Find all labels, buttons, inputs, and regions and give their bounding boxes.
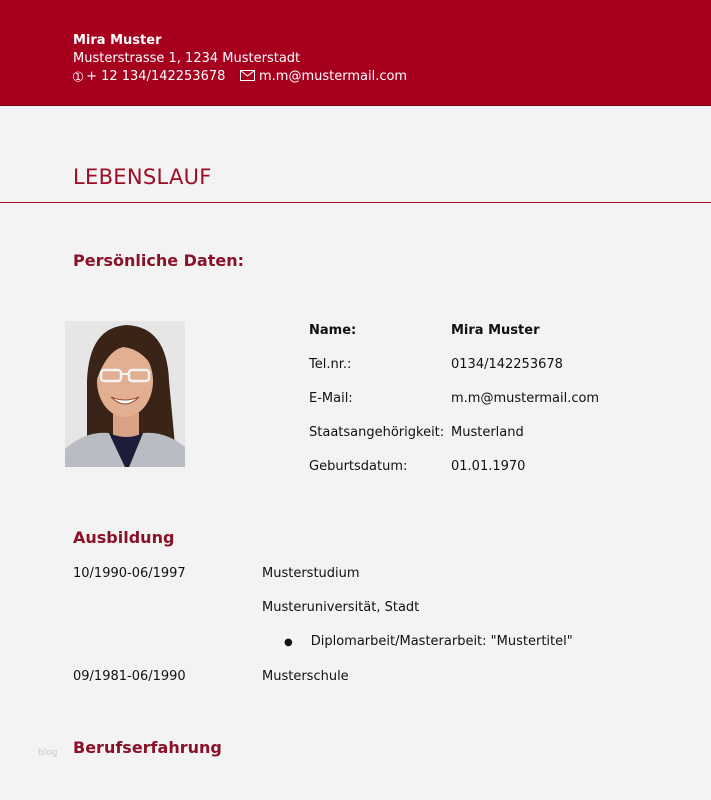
education-date: 09/1981-06/1990	[73, 669, 186, 684]
section-education-heading: Ausbildung	[73, 528, 175, 547]
personal-value: 0134/142253678	[451, 357, 563, 372]
personal-value: Musterland	[451, 425, 524, 440]
education-bullet-item	[284, 634, 573, 652]
personal-value: 01.01.1970	[451, 459, 526, 474]
header-email-text: m.m@mustermail.com	[259, 69, 408, 84]
header-phone-text: + 12 134/142253678	[86, 69, 226, 84]
header-phone	[73, 69, 225, 84]
education-text: Musterschule	[262, 669, 349, 684]
header-banner	[0, 0, 711, 106]
personal-label: Tel.nr.:	[309, 357, 352, 372]
education-text: Musterstudium	[262, 566, 360, 581]
personal-label: Name:	[309, 323, 357, 338]
personal-label: Staatsangehörigkeit:	[309, 425, 445, 440]
header-email	[240, 69, 407, 84]
section-experience-heading: Berufserfahrung	[73, 738, 222, 757]
education-text: Musteruniversität, Stadt	[262, 600, 420, 615]
header-name: Mira Muster	[73, 33, 162, 48]
watermark: blog	[38, 748, 58, 758]
section-personal-heading: Persönliche Daten:	[73, 251, 245, 270]
education-bullet-text: Diplomarbeit/Masterarbeit: "Mustertitel"	[310, 634, 573, 649]
envelope-icon	[240, 70, 255, 83]
title-divider	[0, 202, 711, 203]
page-title: LEBENSLAUF	[73, 165, 212, 189]
header-address: Musterstrasse 1, 1234 Musterstadt	[73, 51, 301, 66]
personal-value: m.m@mustermail.com	[451, 391, 600, 406]
personal-label: Geburtsdatum:	[309, 459, 408, 474]
education-date: 10/1990-06/1997	[73, 566, 186, 581]
phone-icon: ➀	[73, 69, 84, 84]
personal-value: Mira Muster	[451, 323, 540, 338]
bullet-icon: ●	[284, 637, 293, 648]
personal-label: E-Mail:	[309, 391, 353, 406]
profile-photo	[65, 321, 185, 467]
